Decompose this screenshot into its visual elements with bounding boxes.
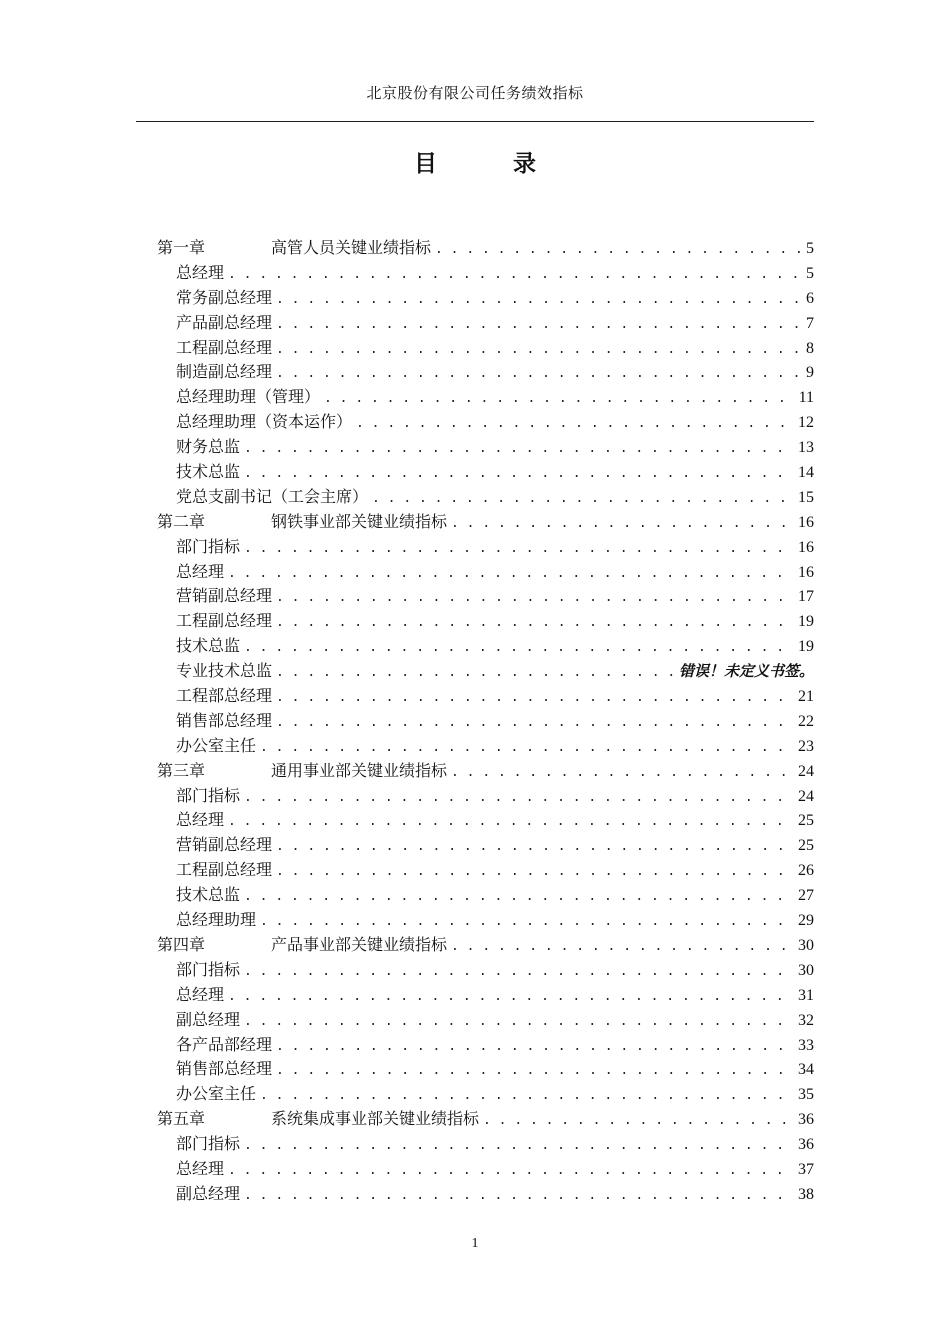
- toc-page-number: 26: [798, 862, 814, 880]
- page-header-title: 北京股份有限公司任务绩效指标: [366, 84, 584, 102]
- toc-page-number: 36: [798, 1136, 814, 1154]
- toc-entry-title: 办公室主任: [176, 735, 257, 755]
- toc-chapter-number: 第二章: [157, 511, 206, 531]
- toc-entry[interactable]: [157, 1033, 814, 1058]
- toc-entry-title: 营销副总经理: [176, 835, 273, 855]
- toc-entry[interactable]: [157, 808, 814, 833]
- toc-dot-leader: [483, 1109, 794, 1132]
- toc-dot-leader: [276, 686, 794, 709]
- toc-dot-leader: [324, 387, 795, 410]
- toc-dot-leader: [244, 462, 794, 485]
- toc-dot-leader: [244, 1134, 794, 1157]
- toc-entry[interactable]: [157, 1082, 814, 1107]
- toc-entry[interactable]: [157, 858, 814, 883]
- toc-entry-title: 制造副总经理: [176, 362, 273, 382]
- toc-entry[interactable]: [157, 609, 814, 634]
- toc-dot-leader: [276, 288, 802, 311]
- toc-page-number: 5: [806, 264, 814, 282]
- toc-entry[interactable]: [157, 1182, 814, 1207]
- toc-entry[interactable]: [157, 684, 814, 709]
- toc-entry[interactable]: [157, 883, 814, 908]
- toc-entry-title: 销售部总经理: [176, 1059, 273, 1079]
- toc-dot-leader: [276, 362, 802, 385]
- toc-page-number: 8: [806, 339, 814, 357]
- toc-page-number: 12: [798, 414, 814, 432]
- toc-page-number: 24: [798, 787, 814, 805]
- toc-entry[interactable]: [157, 311, 814, 336]
- toc-page-number: 6: [806, 289, 814, 307]
- toc-page-number: 16: [798, 513, 814, 531]
- toc-entry-title: 副总经理: [176, 1183, 241, 1203]
- toc-dot-leader: [451, 512, 794, 535]
- toc-page-number: 27: [798, 887, 814, 905]
- toc-chapter-entry[interactable]: [157, 510, 814, 535]
- toc-page-number: 29: [798, 912, 814, 930]
- toc-chapter-entry[interactable]: [157, 759, 814, 784]
- toc-dot-leader: [276, 586, 794, 609]
- toc-entry-title: 技术总监: [176, 462, 241, 482]
- toc-dot-leader: [451, 935, 794, 958]
- toc-page-number: 9: [806, 364, 814, 382]
- toc-entry-title: 总经理: [176, 262, 225, 282]
- toc-chapter-number: 第一章: [157, 238, 206, 257]
- toc-page-number: 31: [798, 986, 814, 1004]
- toc-dot-leader: [451, 761, 794, 784]
- toc-entry-title: 部门指标: [176, 959, 241, 979]
- toc-entry-title: 常务副总经理: [176, 287, 273, 307]
- toc-page-number: 11: [798, 389, 814, 407]
- toc-dot-leader: [228, 810, 794, 833]
- toc-page-number: 16: [798, 563, 814, 581]
- toc-entry-title: 通用事业部关键业绩指标: [271, 760, 448, 780]
- toc-dot-leader: [435, 238, 802, 261]
- toc-entry[interactable]: [157, 584, 814, 609]
- toc-page-number: 14: [798, 464, 814, 482]
- toc-entry-title: 办公室主任: [176, 1084, 257, 1104]
- toc-entry[interactable]: [157, 460, 814, 485]
- toc-dot-leader: [244, 636, 794, 659]
- toc-entry[interactable]: [157, 983, 814, 1008]
- toc-page-number: 15: [798, 488, 814, 506]
- toc-entry[interactable]: [157, 833, 814, 858]
- toc-entry-title: 技术总监: [176, 636, 241, 656]
- toc-page-number: 5: [806, 240, 814, 257]
- toc-dot-leader: [260, 736, 794, 759]
- toc-entry[interactable]: [157, 435, 814, 460]
- toc-page-number: 21: [798, 688, 814, 706]
- toc-page-number: 33: [798, 1036, 814, 1054]
- toc-entry[interactable]: [157, 958, 814, 983]
- toc-entry[interactable]: [157, 485, 814, 510]
- toc-dot-leader: [260, 1084, 794, 1107]
- toc-entry[interactable]: [157, 385, 814, 410]
- toc-entry-title: 专业技术总监: [176, 661, 273, 681]
- toc-page-number: 7: [806, 314, 814, 332]
- toc-page-number: 38: [798, 1185, 814, 1203]
- toc-chapter-entry[interactable]: [157, 1107, 814, 1132]
- toc-entry-title: 总经理: [176, 561, 225, 581]
- toc-chapter-number: 第四章: [157, 934, 206, 954]
- toc-entry-title: 总经理助理（资本运作）: [176, 412, 353, 432]
- header-rule: [136, 121, 814, 122]
- toc-page-number: 23: [798, 737, 814, 755]
- toc-dot-leader: [228, 1159, 794, 1182]
- toc-page-number: 19: [798, 613, 814, 631]
- toc-entry[interactable]: [157, 634, 814, 659]
- toc-entry-title: 高管人员关键业绩指标: [271, 238, 432, 257]
- toc-entry[interactable]: [157, 734, 814, 759]
- toc-page-number: 17: [798, 588, 814, 606]
- toc-dot-leader: [276, 860, 794, 883]
- table-of-contents: [157, 236, 814, 1207]
- toc-entry-title: 总经理: [176, 810, 225, 830]
- toc-entry[interactable]: [157, 535, 814, 560]
- toc-entry-title: 党总支副书记（工会主席）: [176, 486, 369, 506]
- toc-bookmark-error: 错误！未定义书签。: [678, 664, 814, 681]
- toc-entry-title: 技术总监: [176, 885, 241, 905]
- toc-chapter-number: 第三章: [157, 760, 206, 780]
- toc-entry[interactable]: [157, 410, 814, 435]
- toc-dot-leader: [276, 711, 794, 734]
- toc-page-number: 25: [798, 812, 814, 830]
- toc-dot-leader: [372, 487, 794, 510]
- toc-dot-leader: [260, 910, 794, 933]
- toc-page-number: 24: [798, 762, 814, 780]
- toc-entry-title: 总经理助理（管理）: [176, 387, 321, 407]
- toc-page-number: 37: [798, 1160, 814, 1178]
- toc-entry-title: 总经理: [176, 1158, 225, 1178]
- toc-page-number: 30: [798, 936, 814, 954]
- toc-dot-leader: [244, 786, 794, 809]
- toc-entry-title: 部门指标: [176, 1134, 241, 1154]
- toc-dot-leader: [244, 960, 794, 983]
- toc-page-number: 30: [798, 961, 814, 979]
- toc-entry[interactable]: [157, 261, 814, 286]
- toc-chapter-entry[interactable]: [157, 933, 814, 958]
- toc-entry[interactable]: [157, 286, 814, 311]
- toc-dot-leader: [356, 412, 794, 435]
- toc-chapter-entry[interactable]: [157, 236, 814, 261]
- toc-dot-leader: [244, 1184, 794, 1207]
- toc-page-number: 13: [798, 439, 814, 457]
- toc-entry[interactable]: [157, 1157, 814, 1182]
- toc-entry-title: 各产品部经理: [176, 1034, 273, 1054]
- toc-page-number: 19: [798, 638, 814, 656]
- toc-dot-leader: [276, 313, 802, 336]
- toc-entry[interactable]: [157, 336, 814, 361]
- page-number: 1: [471, 1236, 479, 1251]
- toc-entry-title: 工程副总经理: [176, 337, 273, 357]
- toc-dot-leader: [244, 537, 794, 560]
- toc-entry-title: 工程副总经理: [176, 860, 273, 880]
- toc-page-number: 36: [798, 1111, 814, 1129]
- toc-entry[interactable]: [157, 908, 814, 933]
- toc-entry-title: 副总经理: [176, 1009, 241, 1029]
- toc-entry[interactable]: [157, 360, 814, 385]
- toc-entry[interactable]: [157, 1132, 814, 1157]
- toc-dot-leader: [228, 985, 794, 1008]
- toc-entry-title: 产品副总经理: [176, 312, 273, 332]
- toc-entry[interactable]: [157, 560, 814, 585]
- toc-entry-title: 营销副总经理: [176, 586, 273, 606]
- toc-entry-title: 总经理: [176, 984, 225, 1004]
- toc-page-number: 34: [798, 1061, 814, 1079]
- toc-page-number: 35: [798, 1086, 814, 1104]
- toc-entry-title: 财务总监: [176, 437, 241, 457]
- toc-entry[interactable]: [157, 1057, 814, 1082]
- toc-entry-title: 钢铁事业部关键业绩指标: [271, 511, 448, 531]
- toc-entry[interactable]: [157, 659, 814, 684]
- toc-dot-leader: [244, 885, 794, 908]
- toc-entry-title: 部门指标: [176, 536, 241, 556]
- toc-dot-leader: [276, 1059, 794, 1082]
- toc-dot-leader: [244, 1010, 794, 1033]
- toc-title: 目 录: [413, 150, 570, 177]
- toc-entry-title: 系统集成事业部关键业绩指标: [271, 1109, 480, 1129]
- toc-entry-title: 工程副总经理: [176, 611, 273, 631]
- toc-page-number: 25: [798, 837, 814, 855]
- toc-dot-leader: [228, 263, 802, 286]
- toc-entry-title: 产品事业部关键业绩指标: [271, 934, 448, 954]
- toc-dot-leader: [276, 611, 794, 634]
- toc-entry-title: 总经理助理: [176, 910, 257, 930]
- toc-dot-leader: [276, 1035, 794, 1058]
- toc-page-number: 16: [798, 538, 814, 556]
- toc-chapter-number: 第五章: [157, 1109, 206, 1129]
- toc-dot-leader: [244, 437, 794, 460]
- toc-page-number: 32: [798, 1011, 814, 1029]
- toc-dot-leader: [276, 338, 802, 361]
- toc-entry[interactable]: [157, 1008, 814, 1033]
- toc-page-number: 22: [798, 712, 814, 730]
- toc-entry[interactable]: [157, 784, 814, 809]
- toc-entry-title: 销售部总经理: [176, 710, 273, 730]
- toc-dot-leader: [276, 661, 675, 684]
- toc-dot-leader: [228, 562, 794, 585]
- toc-entry-title: 工程部总经理: [176, 686, 273, 706]
- toc-entry-title: 部门指标: [176, 785, 241, 805]
- toc-dot-leader: [276, 835, 794, 858]
- toc-entry[interactable]: [157, 709, 814, 734]
